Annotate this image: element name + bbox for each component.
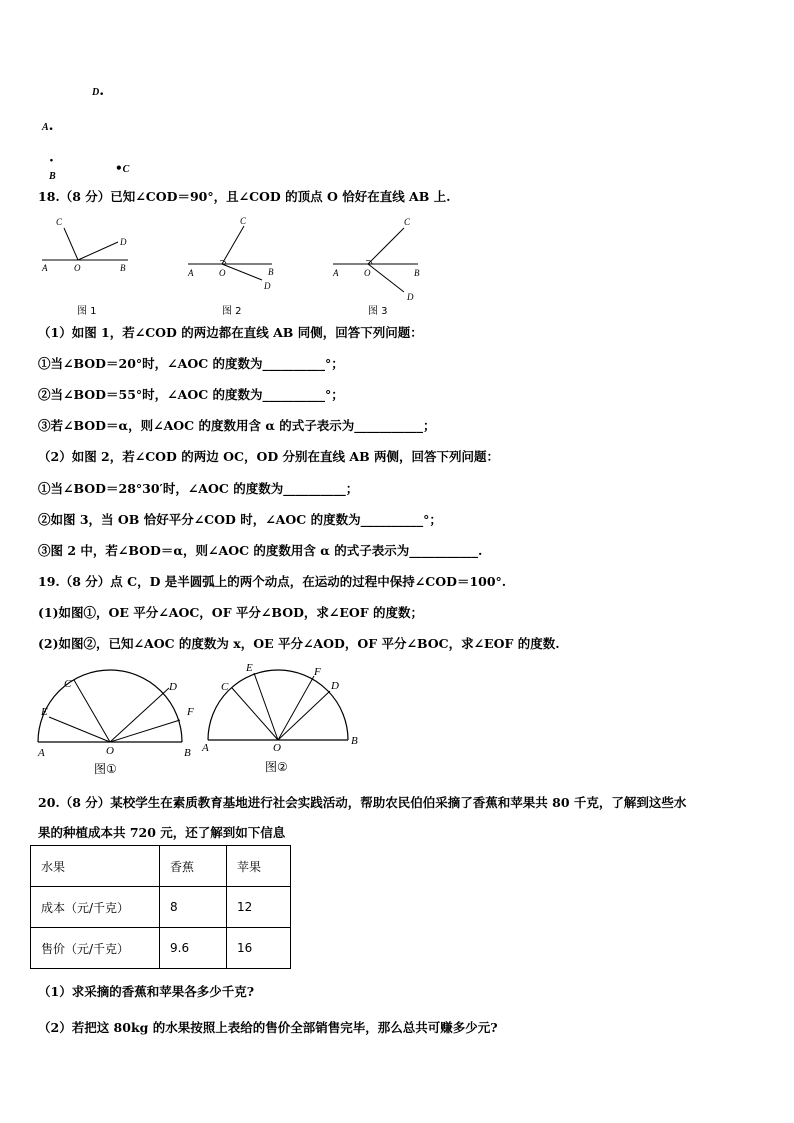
point-a: A. bbox=[42, 118, 54, 134]
svg-text:C: C bbox=[240, 216, 247, 226]
q18-figure-3 bbox=[332, 217, 420, 302]
svg-text:D: D bbox=[407, 292, 414, 302]
q19-part1: (1)如图①，OE 平分∠AOC，OF 平分∠BOD，求∠EOF 的度数； bbox=[38, 605, 424, 620]
q18-part2-intro: （2）如图 2，若∠COD 的两边 OC，OD 分别在直线 AB 两侧，回答下列问题： bbox=[38, 449, 499, 464]
svg-text:B: B bbox=[268, 267, 274, 277]
table-header-cell: 苹果 bbox=[227, 846, 291, 887]
q19-figure-1 bbox=[37, 670, 194, 759]
svg-text:F: F bbox=[314, 666, 321, 678]
q18-caption-1: 图 1 bbox=[77, 306, 97, 317]
svg-text:O: O bbox=[74, 263, 81, 273]
svg-text:B: B bbox=[351, 735, 358, 747]
svg-text:A: A bbox=[38, 747, 45, 759]
svg-text:A: A bbox=[333, 268, 339, 278]
point-c: •C bbox=[115, 161, 130, 175]
svg-text:C: C bbox=[56, 217, 63, 227]
svg-text:B: B bbox=[414, 268, 420, 278]
svg-text:O: O bbox=[364, 268, 371, 278]
q20-stem-line2: 果的种植成本共 720 元，还了解到如下信息 bbox=[38, 825, 286, 840]
q18-part1-ii: ②当∠BOD＝55°时，∠AOC 的度数为__________°； bbox=[38, 387, 344, 402]
fruit-table bbox=[30, 845, 291, 969]
q19-caption-2: 图② bbox=[265, 760, 288, 774]
q18-part2-iii: ③图 2 中，若∠BOD＝α，则∠AOC 的度数用含 α 的式子表示为___________. bbox=[38, 543, 483, 558]
table-cell: 12 bbox=[227, 887, 291, 928]
table-header-cell: 水果 bbox=[31, 846, 160, 887]
table-row bbox=[31, 887, 291, 928]
svg-text:O: O bbox=[106, 745, 114, 757]
q18-stem: 18.（8 分）已知∠COD＝90°，且∠COD 的顶点 O 恰好在直线 AB 上. bbox=[38, 189, 451, 204]
svg-text:A: A bbox=[202, 742, 209, 754]
svg-text:E: E bbox=[246, 662, 253, 674]
q19-caption-1: 图① bbox=[94, 762, 117, 776]
q19-figure-2 bbox=[201, 662, 358, 754]
table-header-row bbox=[31, 846, 291, 887]
q20-stem-line1: 20.（8 分）某校学生在素质教育基地进行社会实践活动，帮助农民伯伯采摘了香蕉和苹果共 80 千克，了解到这些水 bbox=[38, 795, 687, 810]
table-cell: 8 bbox=[160, 887, 227, 928]
q18-part1-iii: ③若∠BOD＝α，则∠AOC 的度数用含 α 的式子表示为___________； bbox=[38, 418, 436, 433]
svg-text:O: O bbox=[219, 268, 226, 278]
table-cell: 16 bbox=[227, 928, 291, 969]
point-b: · B bbox=[49, 153, 56, 182]
table-cell: 成本（元/千克） bbox=[31, 887, 160, 928]
q18-caption-2: 图 2 bbox=[222, 306, 242, 317]
svg-text:C: C bbox=[404, 217, 411, 227]
svg-text:C: C bbox=[221, 681, 229, 693]
q18-figures bbox=[30, 210, 450, 305]
svg-text:O: O bbox=[273, 742, 281, 754]
svg-text:D: D bbox=[264, 281, 271, 291]
svg-text:B: B bbox=[184, 747, 191, 759]
svg-text:A: A bbox=[42, 263, 48, 273]
svg-text:B: B bbox=[120, 263, 126, 273]
q18-part2-i: ①当∠BOD＝28°30′时，∠AOC 的度数为__________； bbox=[38, 481, 359, 496]
svg-text:D: D bbox=[120, 237, 127, 247]
table-row bbox=[31, 928, 291, 969]
table-cell: 售价（元/千克） bbox=[31, 928, 160, 969]
svg-text:C: C bbox=[64, 678, 72, 690]
table-cell: 9.6 bbox=[160, 928, 227, 969]
q20-part2: （2）若把这 80kg 的水果按照上表给的售价全部销售完毕，那么总共可赚多少元? bbox=[38, 1020, 498, 1035]
svg-text:D: D bbox=[169, 681, 177, 693]
point-d: D. bbox=[92, 83, 105, 99]
svg-text:D: D bbox=[331, 680, 339, 692]
q18-part1-intro: （1）如图 1，若∠COD 的两边都在直线 AB 同侧，回答下列问题： bbox=[38, 325, 423, 340]
q19-part2: (2)如图②，已知∠AOC 的度数为 x，OE 平分∠AOD，OF 平分∠BOC，求∠EOF 的度数. bbox=[38, 636, 560, 651]
q18-part2-ii: ②如图 3，当 OB 恰好平分∠COD 时，∠AOC 的度数为__________°； bbox=[38, 512, 442, 527]
q18-figure-2 bbox=[187, 216, 274, 291]
q19-stem: 19.（8 分）点 C，D 是半圆弧上的两个动点，在运动的过程中保持∠COD＝100°. bbox=[38, 574, 507, 589]
q20-part1: （1）求采摘的香蕉和苹果各多少千克? bbox=[38, 984, 255, 999]
q18-part1-i: ①当∠BOD＝20°时，∠AOC 的度数为__________°； bbox=[38, 356, 344, 371]
svg-text:F: F bbox=[187, 706, 194, 718]
q19-figures bbox=[30, 660, 370, 778]
svg-text:A: A bbox=[188, 268, 194, 278]
q18-figure-1 bbox=[41, 217, 128, 273]
table-header-cell: 香蕉 bbox=[160, 846, 227, 887]
svg-text:E: E bbox=[41, 706, 48, 718]
q18-caption-3: 图 3 bbox=[368, 306, 388, 317]
